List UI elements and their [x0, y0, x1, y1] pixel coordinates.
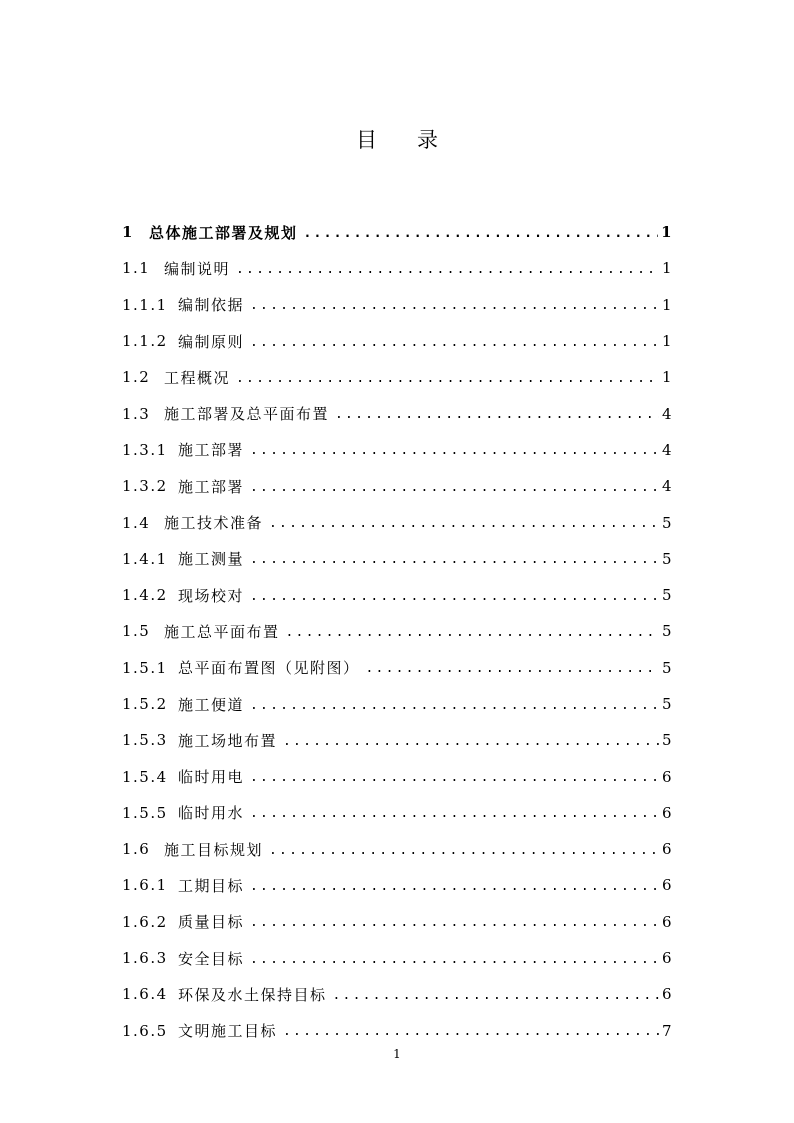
- toc-entry-number: 1.5.1: [122, 658, 168, 677]
- toc-dot-leader: [250, 880, 659, 893]
- toc-entry-number: 1.5.3: [122, 731, 168, 750]
- toc-entry-label: [122, 730, 277, 751]
- toc-entry-number: 1: [122, 223, 134, 242]
- toc-entry-label: [122, 222, 298, 243]
- toc-entry-page: 4: [661, 440, 673, 459]
- toc-entry-label: [122, 548, 244, 569]
- toc-entry[interactable]: [122, 323, 673, 359]
- toc-entry[interactable]: [122, 504, 673, 540]
- toc-entry[interactable]: [122, 613, 673, 649]
- toc-dot-leader: [250, 590, 659, 603]
- toc-entry[interactable]: [122, 722, 673, 758]
- toc-entry-number: 1.6.5: [122, 1021, 168, 1040]
- toc-dot-leader: [250, 336, 659, 349]
- toc-entry-number: 1.4.2: [122, 586, 168, 605]
- toc-entry-page: 1: [661, 223, 673, 242]
- toc-entry-label: [122, 948, 244, 969]
- toc-entry[interactable]: [122, 831, 673, 867]
- toc-dot-leader: [269, 844, 659, 857]
- toc-entry-label: [122, 766, 244, 787]
- toc-entry[interactable]: [122, 250, 673, 286]
- toc-entry[interactable]: [122, 904, 673, 940]
- toc-entry-page: 6: [661, 767, 673, 786]
- toc-entry-text: 工期目标: [178, 876, 245, 895]
- toc-entry-label: [122, 621, 280, 642]
- toc-dot-leader: [250, 444, 659, 457]
- toc-entry-page: 5: [661, 695, 673, 713]
- toc-entry-text: 现场校对: [178, 586, 245, 605]
- toc-entry-label: [122, 875, 244, 896]
- toc-entry-text: 临时用水: [178, 804, 245, 823]
- toc-dot-leader: [286, 626, 659, 639]
- toc-entry-number: 1.1.1: [122, 295, 168, 314]
- toc-entry-text: 施工测量: [178, 550, 245, 569]
- toc-dot-leader: [335, 408, 659, 421]
- toc-entry-text: 环保及水土保持目标: [178, 985, 327, 1004]
- toc-entry-text: 总平面布置图（见附图）: [178, 659, 360, 678]
- toc-entry-number: 1.1: [122, 259, 151, 278]
- toc-entry[interactable]: [122, 976, 673, 1012]
- toc-entry-text: 施工部署: [178, 477, 245, 496]
- toc-entry-page: 6: [661, 949, 673, 968]
- toc-entry-page: 1: [661, 332, 673, 351]
- toc-dot-leader: [250, 553, 659, 566]
- toc-entry-number: 1.6.3: [122, 949, 168, 968]
- toc-entry-number: 1.6.4: [122, 985, 168, 1004]
- toc-entry-page: 5: [661, 549, 673, 568]
- toc-entry[interactable]: [122, 758, 673, 794]
- toc-entry[interactable]: [122, 867, 673, 903]
- toc-entry-number: 1.3: [122, 404, 151, 423]
- toc-entry-page: 6: [661, 912, 673, 931]
- toc-entry-page: 1: [661, 259, 673, 278]
- toc-entry[interactable]: [122, 359, 673, 395]
- toc-entry-text: 施工便道: [178, 695, 245, 714]
- toc-entry-label: [122, 657, 360, 678]
- toc-entry-label: [122, 258, 230, 279]
- toc-dot-leader: [283, 735, 659, 748]
- toc-entry-label: [122, 331, 244, 352]
- toc-dot-leader: [269, 517, 659, 530]
- toc-entry-text: 施工技术准备: [164, 514, 264, 533]
- toc-entry-text: 总体施工部署及规划: [149, 223, 298, 242]
- toc-entry-text: 施工场地布置: [178, 731, 278, 750]
- toc-entry-number: 1.4.1: [122, 549, 168, 568]
- toc-entry-page: 1: [661, 368, 673, 387]
- toc-entry-page: 6: [661, 985, 673, 1004]
- toc-entry-page: 6: [661, 803, 673, 822]
- toc-entry-label: [122, 1020, 277, 1041]
- toc-entry-number: 1.3.1: [122, 440, 168, 459]
- toc-entry-number: 1.6.1: [122, 876, 168, 895]
- page-number: 1: [393, 1047, 401, 1061]
- toc-entry-label: [122, 802, 244, 823]
- toc-entry[interactable]: [122, 1013, 673, 1049]
- toc-entry[interactable]: [122, 650, 673, 686]
- toc-entry-label: [122, 984, 327, 1005]
- toc-dot-leader: [366, 662, 659, 675]
- toc-title: [0, 124, 794, 154]
- toc-dot-leader: [236, 263, 659, 276]
- toc-entry-page: 1: [661, 295, 673, 314]
- toc-entry-text: 编制说明: [164, 259, 231, 278]
- toc-dot-leader: [250, 699, 659, 712]
- toc-entry-page: 6: [661, 840, 673, 859]
- toc-entry-label: [122, 585, 244, 606]
- toc-dot-leader: [250, 807, 659, 820]
- toc-entry-page: 5: [661, 731, 673, 750]
- toc-entry[interactable]: [122, 214, 673, 250]
- toc-entry-text: 临时用电: [178, 768, 245, 787]
- toc-entry-page: 5: [661, 622, 673, 641]
- toc-entry-text: 安全目标: [178, 949, 245, 968]
- toc-entry-text: 施工部署: [178, 441, 245, 460]
- toc-entry[interactable]: [122, 395, 673, 431]
- toc-entry-page: 4: [661, 477, 673, 496]
- toc-entry-page: 5: [661, 586, 673, 605]
- toc-entry-page: 5: [661, 658, 673, 677]
- toc-entry-page: 4: [661, 404, 673, 423]
- toc-entry-label: [122, 911, 244, 932]
- toc-entry[interactable]: [122, 795, 673, 831]
- toc-entry-label: [122, 694, 244, 715]
- toc-dot-leader: [236, 372, 659, 385]
- toc-entry-number: 1.1.2: [122, 332, 168, 351]
- toc-dot-leader: [250, 481, 659, 494]
- toc-title-char-2: 录: [417, 128, 438, 152]
- toc-entry[interactable]: [122, 432, 673, 468]
- toc-entry-page: 6: [661, 876, 673, 895]
- toc-entry-number: 1.2: [122, 368, 151, 387]
- toc-dot-leader: [250, 299, 659, 312]
- toc-entry-text: 编制依据: [178, 296, 245, 315]
- toc-entry-text: 工程概况: [164, 368, 231, 387]
- toc-entry-label: [122, 512, 263, 533]
- toc-dot-leader: [283, 1025, 659, 1038]
- toc-entry-label: [122, 439, 244, 460]
- toc-entry-text: 施工目标规划: [164, 840, 264, 859]
- toc-dot-leader: [304, 227, 659, 240]
- toc-entry-text: 质量目标: [178, 913, 245, 932]
- toc-entry-number: 1.6: [122, 840, 151, 859]
- toc-entry-number: 1.6.2: [122, 912, 168, 931]
- toc-dot-leader: [250, 771, 659, 784]
- toc-entry-number: 1.3.2: [122, 477, 168, 496]
- toc-entry-number: 1.5.4: [122, 767, 168, 786]
- toc-title-char-1: 目: [356, 128, 377, 152]
- toc-entry-number: 1.5.2: [122, 695, 168, 713]
- toc-entry-label: [122, 367, 230, 388]
- toc-dot-leader: [333, 989, 659, 1002]
- toc-entry-label: [122, 403, 329, 424]
- toc-entry-label: [122, 476, 244, 497]
- toc-entry[interactable]: [122, 541, 673, 577]
- toc-entry-number: 1.4: [122, 513, 151, 532]
- toc-entry-text: 编制原则: [178, 332, 245, 351]
- toc-entry-text: 施工部署及总平面布置: [164, 405, 330, 424]
- toc-entry-label: [122, 294, 244, 315]
- toc-entry[interactable]: [122, 287, 673, 323]
- toc-entry[interactable]: [122, 468, 673, 504]
- toc-list: [122, 214, 673, 1049]
- toc-entry-page: 7: [661, 1021, 673, 1040]
- toc-entry[interactable]: [122, 940, 673, 976]
- toc-entry-label: [122, 839, 263, 860]
- toc-entry[interactable]: [122, 577, 673, 613]
- toc-entry-number: 1.5.5: [122, 803, 168, 822]
- toc-entry-page: 5: [661, 513, 673, 532]
- toc-entry-text: 施工总平面布置: [164, 622, 280, 641]
- toc-dot-leader: [250, 953, 659, 966]
- toc-dot-leader: [250, 916, 659, 929]
- toc-entry-text: 文明施工目标: [178, 1022, 278, 1041]
- toc-entry-number: 1.5: [122, 622, 151, 641]
- toc-entry[interactable]: [122, 686, 673, 722]
